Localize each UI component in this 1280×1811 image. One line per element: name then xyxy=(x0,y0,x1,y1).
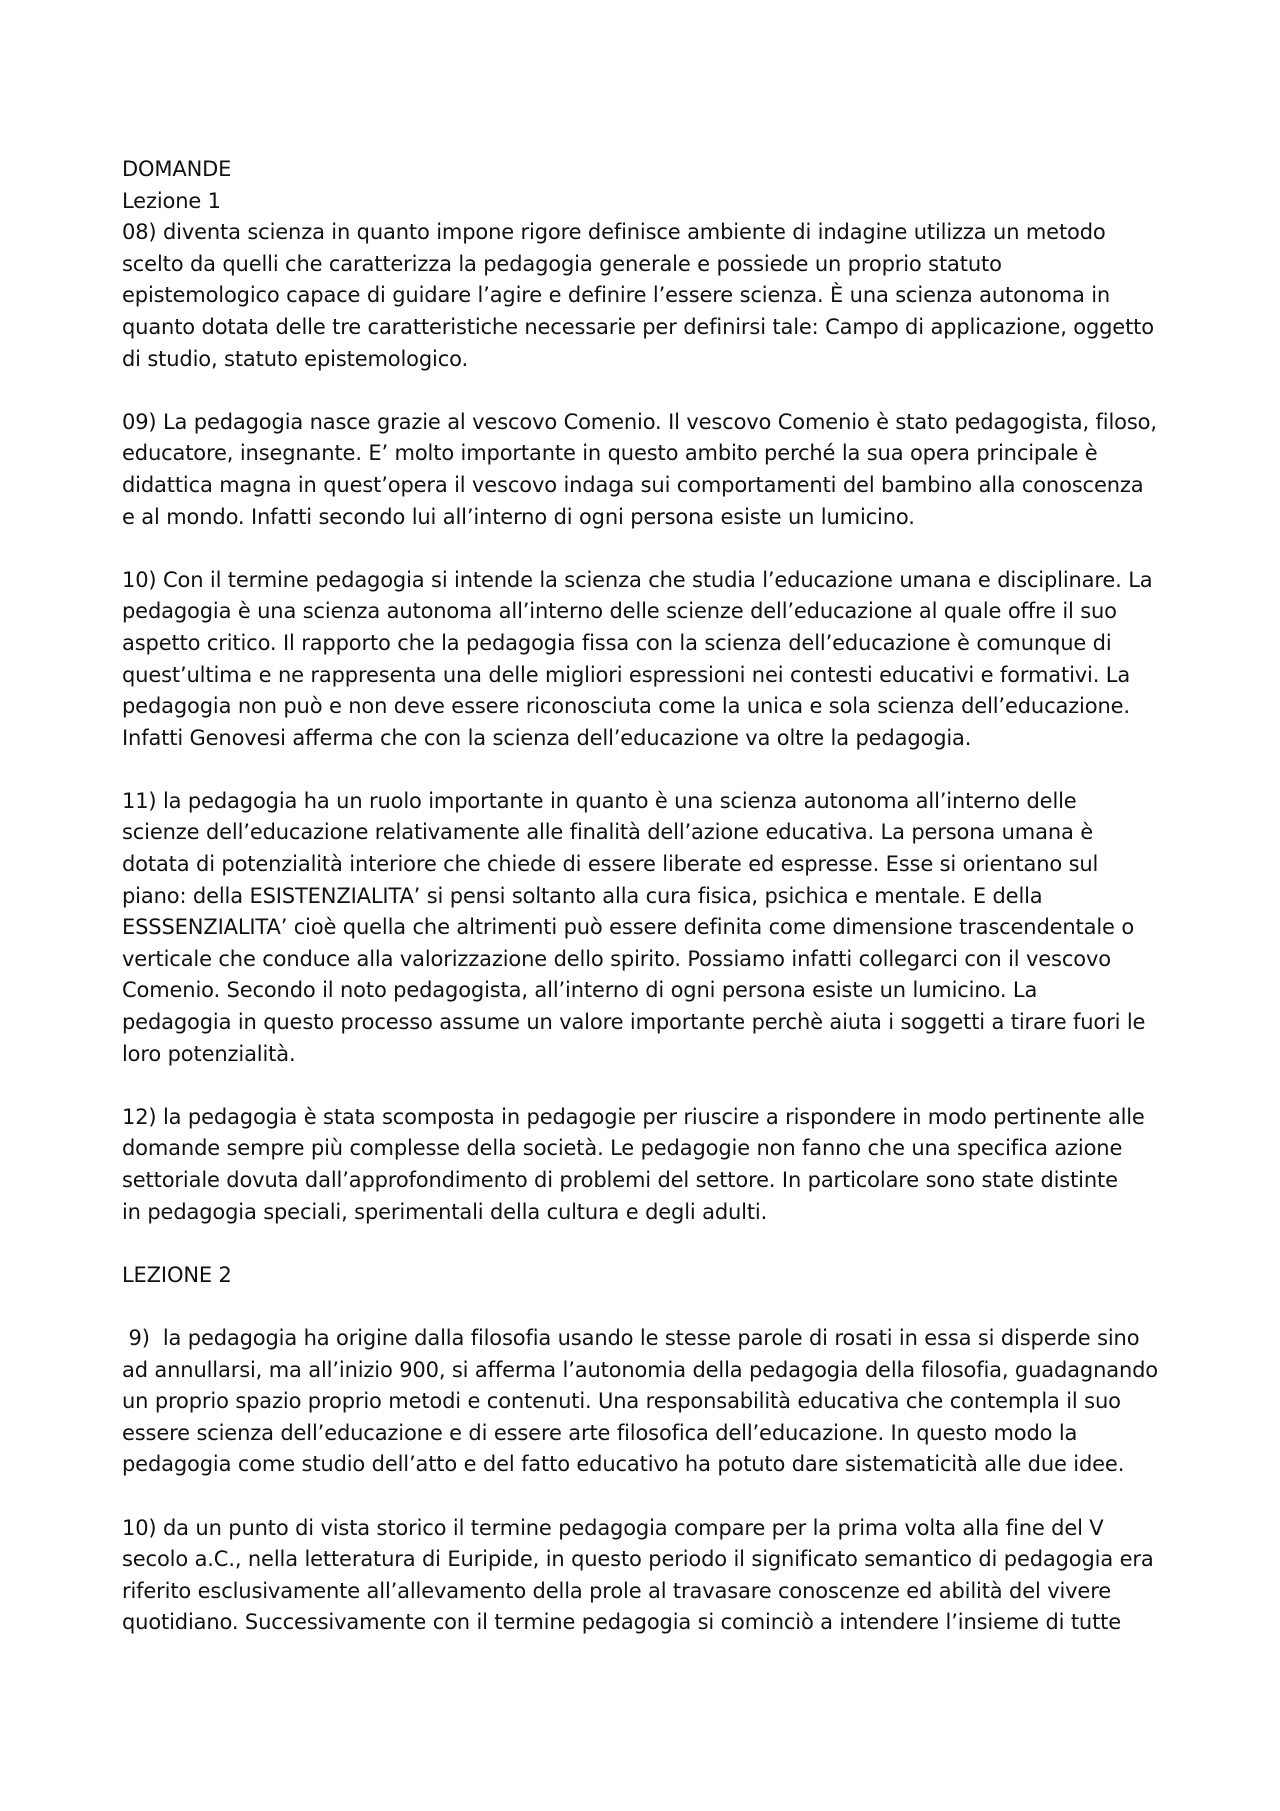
text-line: in pedagogia speciali, sperimentali della cultura e degli adulti. xyxy=(122,1199,768,1224)
text-line: un proprio spazio proprio metodi e contenuti. Una responsabilità educativa che contempla il suo xyxy=(122,1389,1121,1414)
text-line: 10) Con il termine pedagogia si intende la scienza che studia l’educazione umana e disciplinare. La xyxy=(122,567,1153,592)
text-line: pedagogia è una scienza autonoma all’interno delle scienze dell’educazione al quale offre il suo xyxy=(122,599,1117,624)
lesson-2-title: LEZIONE 2 xyxy=(122,1262,232,1287)
text-line: Infatti Genovesi afferma che con la scienza dell’educazione va oltre la pedagogia. xyxy=(122,725,972,750)
text-line: quest’ultima e ne rappresenta una delle migliori espressioni nei contesti educativi e formativi. La xyxy=(122,662,1131,687)
text-line: e al mondo. Infatti secondo lui all’interno di ogni persona esiste un lumicino. xyxy=(122,504,915,529)
lesson-2-heading-block xyxy=(122,1260,1172,1292)
text-line: Comenio. Secondo il noto pedagogista, all’interno di ogni persona esiste un lumicino. La xyxy=(122,978,1038,1003)
answer-09 xyxy=(122,407,1172,533)
text-line: dotata di potenzialità interiore che chiede di essere liberate ed espresse. Esse si orientano sul xyxy=(122,852,1099,877)
text-line: settoriale dovuta dall’approfondimento di problemi del settore. In particolare sono state distinte xyxy=(122,1168,1118,1192)
text-line: scelto da quelli che caratterizza la pedagogia generale e possiede un proprio statuto xyxy=(122,251,1002,276)
text-line: 08) diventa scienza in quanto impone rigore definisce ambiente di indagine utilizza un metodo xyxy=(122,220,1106,245)
lesson-2-answer-10 xyxy=(122,1513,1172,1639)
text-line: 09) La pedagogia nasce grazie al vescovo Comenio. Il vescovo Comenio è stato pedagogista, filoso, xyxy=(122,409,1157,434)
text-line: 11) la pedagogia ha un ruolo importante in quanto è una scienza autonoma all’interno delle xyxy=(122,788,1077,813)
text-line: riferito esclusivamente all’allevamento della prole al travasare conoscenze ed abilità del vivere xyxy=(122,1578,1111,1603)
text-line: di studio, statuto epistemologico. xyxy=(122,346,468,371)
text-line: quanto dotata delle tre caratteristiche necessarie per definirsi tale: Campo di applicazione, oggetto xyxy=(122,314,1154,339)
lesson-1-title: Lezione 1 xyxy=(122,188,221,213)
text-line: domande sempre più complesse della società. Le pedagogie non fanno che una specifica azione xyxy=(122,1136,1123,1161)
text-line: secolo a.C., nella letteratura di Euripide, in questo periodo il significato semantico di pedagogia era xyxy=(122,1547,1154,1572)
text-line: ESSSENZIALITA’ cioè quella che altrimenti può essere definita come dimensione trascendentale o xyxy=(122,915,1135,940)
text-line: 10) da un punto di vista storico il termine pedagogia compare per la prima volta alla fine del V xyxy=(122,1515,1104,1540)
document-heading: DOMANDE xyxy=(122,157,232,181)
answer-08 xyxy=(122,217,1172,375)
text-line: didattica magna in quest’opera il vescovo indaga sui comportamenti del bambino alla conoscenza xyxy=(122,472,1144,497)
document-page xyxy=(122,154,1172,1671)
text-line: 12) la pedagogia è stata scomposta in pedagogie per riuscire a rispondere in modo pertinente alle xyxy=(122,1104,1145,1129)
text-line: epistemologico capace di guidare l’agire e definire l’essere scienza. È una scienza autonoma in xyxy=(122,283,1111,308)
text-line: pedagogia come studio dell’atto e del fatto educativo ha potuto dare sistematicità alle due idee. xyxy=(122,1452,1125,1477)
answer-11 xyxy=(122,786,1172,1070)
text-line: verticale che conduce alla valorizzazione dello spirito. Possiamo infatti collegarci con il vescovo xyxy=(122,946,1111,971)
answer-12 xyxy=(122,1102,1172,1228)
text-line: quotidiano. Successivamente con il termine pedagogia si cominciò a intendere l’insieme di tutte xyxy=(122,1610,1122,1635)
text-line: ad annullarsi, ma all’inizio 900, si afferma l’autonomia della pedagogia della filosofia, guadagnando xyxy=(122,1357,1158,1382)
text-line: loro potenzialità. xyxy=(122,1041,296,1066)
lesson-2-answer-09 xyxy=(122,1323,1172,1481)
text-line: pedagogia non può e non deve essere riconosciuta come la unica e sola scienza dell’educazione. xyxy=(122,694,1130,719)
text-line: 9) la pedagogia ha origine dalla filosofia usando le stesse parole di rosati in essa si disperde sino xyxy=(122,1325,1140,1350)
text-line: piano: della ESISTENZIALITA’ si pensi soltanto alla cura fisica, psichica e mentale. E della xyxy=(122,883,1043,908)
text-line: aspetto critico. Il rapporto che la pedagogia fissa con la scienza dell’educazione è comunque di xyxy=(122,630,1112,655)
text-line: scienze dell’educazione relativamente alle finalità dell’azione educativa. La persona umana è xyxy=(122,820,1093,845)
answer-10 xyxy=(122,565,1172,755)
text-line: pedagogia in questo processo assume un valore importante perchè aiuta i soggetti a tirare fuori le xyxy=(122,1010,1146,1035)
text-line: essere scienza dell’educazione e di essere arte filosofica dell’educazione. In questo modo la xyxy=(122,1420,1078,1445)
text-line: educatore, insegnante. E’ molto importante in questo ambito perché la sua opera principale è xyxy=(122,441,1098,466)
